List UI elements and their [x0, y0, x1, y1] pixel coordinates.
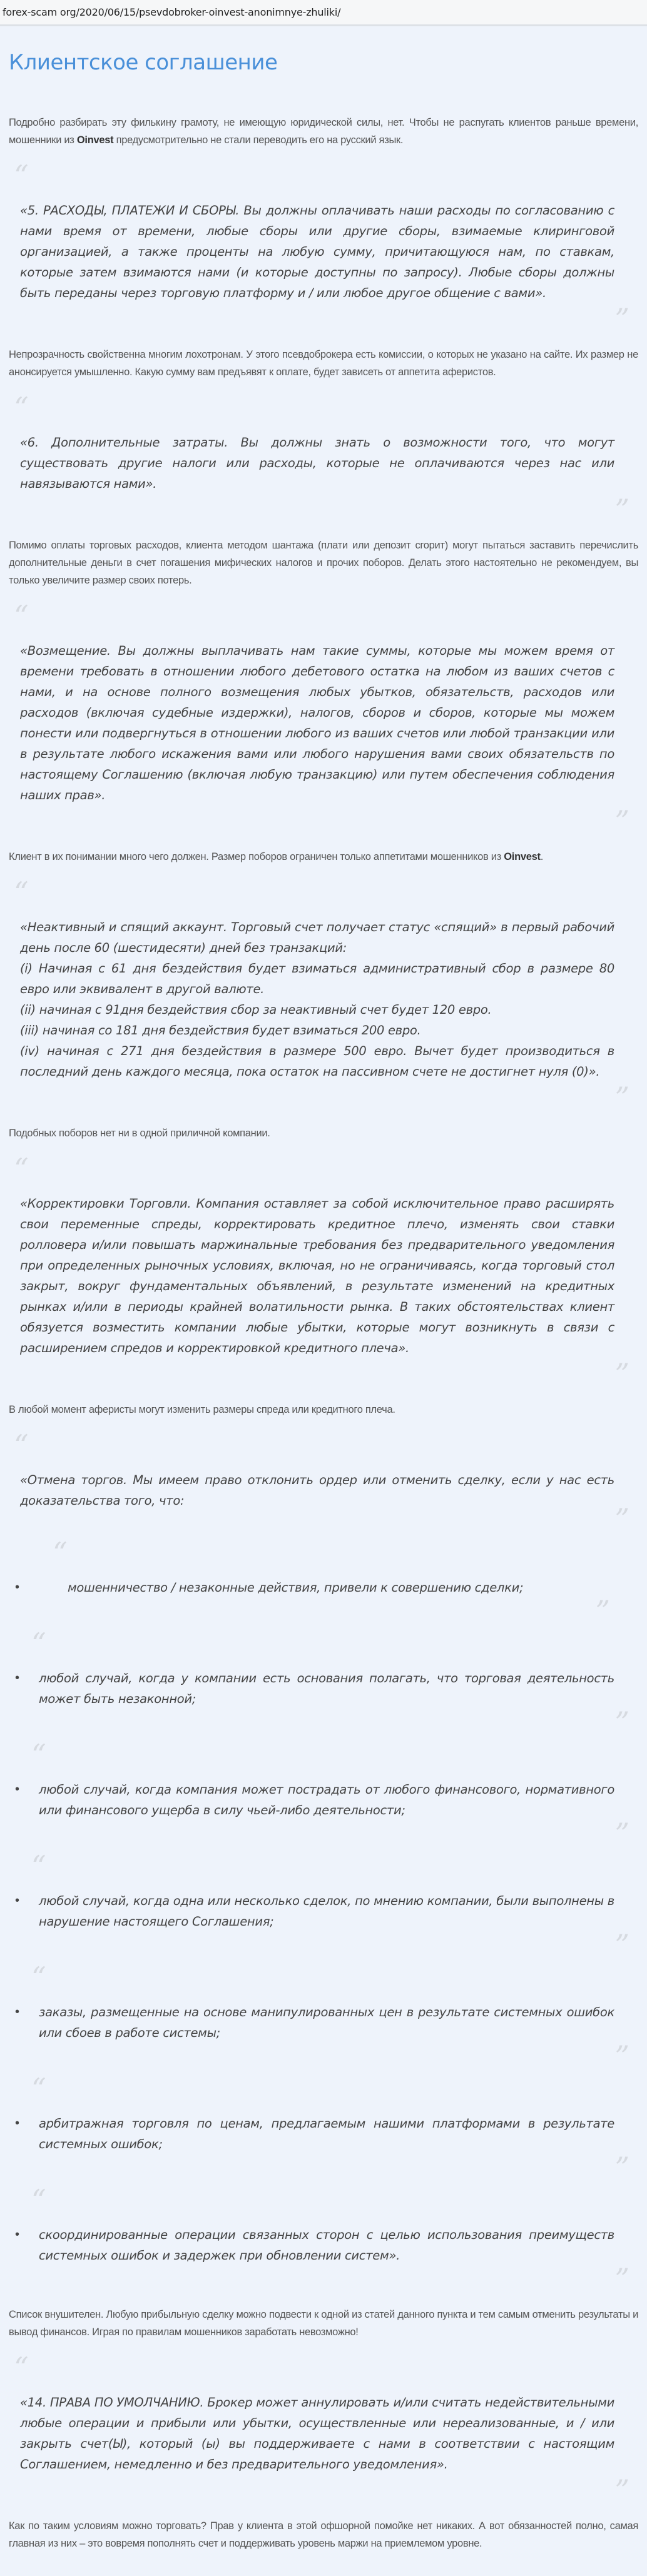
- list-item: [9, 1627, 638, 1738]
- list-item-text: любой случай, когда компания может пострадать от любого финансового, нормативного или финансового ущерба в силу чьей-либо деятельности;: [39, 1782, 614, 1817]
- quote-open-icon: “: [31, 2183, 46, 2217]
- quote-line: (iv) начиная с 271 дня бездействия в размере 500 евро. Вычет будет производиться в последний день каждого месяца, пока остаток на пассивном счете не достигнет нуля (0)».: [20, 1044, 614, 1079]
- blockquote-trade-adjustments: [9, 1153, 638, 1391]
- quote-open-icon: “: [14, 159, 29, 193]
- quote-close-icon: ”: [614, 2039, 629, 2073]
- text: .: [540, 851, 543, 862]
- quote-open-icon: “: [14, 391, 29, 425]
- list-item: [9, 1849, 638, 1961]
- quote-open-icon: “: [14, 876, 29, 909]
- list-item: [9, 1536, 638, 1627]
- paragraph-client-obligations: [9, 848, 638, 866]
- quote-line: (i) Начиная с 61 дня бездействия будет взиматься административный сбор в размере 80 евро или эквивалент в другой валюте.: [20, 961, 614, 996]
- quote-text: «Корректировки Торговли. Компания оставляет за собой исключительное право расширять свои переменные спреды, корректировать кредитное плечо, изменять свои ставки ролловера и/или повышать маржинальные требования без предварительного уведомления при определенных рыночных условиях, включая, но не ограничиваясь, когда торговый стол закрыт, вокруг фундаментальных объявлений, в результате изменений на кредитных рынках и/или в периоды крайней волатильности рынка. В таких обстоятельствах клиент обязуется возместить компании любые убытки, которые могут возникнуть в связи с расширением спредов и корректировкой кредитного плеча».: [20, 1196, 614, 1355]
- list-item: [9, 2183, 638, 2295]
- quote-close-icon: ”: [614, 1817, 629, 1851]
- quote-close-icon: ”: [614, 1705, 629, 1739]
- brand-name: Oinvest: [76, 134, 114, 146]
- list-item-text: любой случай, когда у компании есть основания полагать, что торговая деятельность может быть незаконной;: [39, 1671, 614, 1706]
- list-item-text: мошенничество / незаконные действия, привели к совершению сделки;: [68, 1580, 524, 1595]
- bullet-icon: •: [15, 2116, 20, 2130]
- blockquote-trade-cancel: [9, 1430, 638, 1536]
- text: предусмотрительно не стали переводить его на русский язык.: [113, 134, 404, 146]
- paragraph-spread: В любой момент аферисты могут изменить размеры спреда или кредитного плеча.: [9, 1404, 395, 1415]
- quote-close-icon: ”: [614, 2262, 629, 2296]
- quote-close-icon: ”: [614, 804, 629, 838]
- url-text[interactable]: forex-scam org/2020/06/15/psevdobroker-oinvest-anonimnye-zhuliki/: [3, 6, 341, 18]
- list-item-text: скоординированные операции связанных сторон с целью использования преимуществ системных ошибок и задержек при обновлении систем».: [39, 2228, 614, 2263]
- quote-close-icon: ”: [614, 1928, 629, 1962]
- list-item: [9, 2072, 638, 2183]
- quote-text: «Возмещение. Вы должны выплачивать нам такие суммы, которые мы можем время от времени требовать в отношении любого дебетового остатка на любом из ваших счетов с нами, и на основе полного возмещения любых убытков, обязательств, расходов или расходов (включая судебные издержки), налогов, сборов и сборов, которые мы можем понести или подвергнуться в отношении любого из ваших счетов или любой транзакции или в результате любого искажения вами или любого нарушения вами своих обязательств по настоящему Соглашению (включая любую транзакцию) или путем обеспечения соблюдения наших прав».: [20, 644, 614, 802]
- quote-close-icon: ”: [614, 493, 629, 527]
- list-item-text: арбитражная торговля по ценам, предлагаемым нашими платформами в результате системных ошибок;: [39, 2116, 614, 2151]
- list-item: [9, 1738, 638, 1849]
- quote-close-icon: ”: [614, 1081, 629, 1114]
- blockquote-default-rights: [9, 2352, 638, 2507]
- quote-open-icon: “: [14, 1152, 29, 1186]
- bullet-icon: •: [15, 1894, 20, 1907]
- list-item: [9, 1961, 638, 2072]
- quote-line: «Неактивный и спящий аккаунт. Торговый счет получает статус «спящий» в первый рабочий день после 60 (шестидесяти) дней без транзакций:: [20, 920, 614, 955]
- quote-open-icon: “: [31, 2072, 46, 2106]
- blockquote-fees: [9, 160, 638, 336]
- quote-open-icon: “: [14, 599, 29, 633]
- paragraph-no-fees: Подобных поборов нет ни в одной приличной компании.: [9, 1128, 270, 1139]
- quote-close-icon: ”: [614, 1357, 629, 1391]
- quote-text: «Отмена торгов. Мы имеем право отклонить ордер или отменить сделку, если у нас есть доказательства того, что:: [20, 1473, 614, 1508]
- bullet-icon: •: [15, 2005, 20, 2019]
- list-item-text: заказы, размещенные на основе манипулированных цен в результате системных ошибок или сбоев в работе системы;: [39, 2005, 614, 2040]
- quote-open-icon: “: [31, 1961, 46, 1994]
- quote-close-icon: ”: [595, 1594, 610, 1628]
- article: [0, 26, 647, 2576]
- text: Подробно разбирать эту филькину грамоту, не имеющую юридической силы, нет. Чтобы не распугать клиентов раньше времени, мошенники из: [9, 117, 638, 146]
- quote-close-icon: ”: [614, 302, 629, 336]
- list-item-text: любой случай, когда одна или несколько сделок, по мнению компании, были выполнены в нарушение настоящего Соглашения;: [39, 1894, 614, 1929]
- quote-open-icon: “: [14, 2351, 29, 2385]
- paragraph-blackmail: Помимо оплаты торговых расходов, клиента методом шантажа (плати или депозит сгорит) могут пытаться заставить перечислить дополнительные деньги в счет погашения мифических налогов и прочих поборов. Делать этого настоятельно не рекомендуем, вы только увеличите размер своих потерь.: [9, 540, 638, 586]
- paragraph-list-summary: Список внушителен. Любую прибыльную сделку можно подвести к одной из статей данного пункта и тем самым отменить результаты и вывод финансов. Играя по правилам мошенников заработать невозможно!: [9, 2309, 638, 2338]
- quote-text: «14. ПРАВА ПО УМОЛЧАНИЮ. Брокер может аннулировать и/или считать недействительными любые операции и прибыли или убытки, осуществленные или нереализованные, и / или закрыть счет(Ы), который (ы) вы поддерживаете с нами в соответствии с настоящим Соглашением, немедленно и без предварительного уведомления».: [20, 2395, 614, 2472]
- page-title: Клиентское соглашение: [9, 50, 278, 75]
- bullet-icon: •: [15, 1782, 20, 1796]
- paragraph-opacity: Непрозрачность свойственна многим лохотронам. У этого псевдоброкера есть комиссии, о которых не указано на сайте. Их размер не анонсируется умышленно. Какую сумму вам предъявят к оплате, будет зависеть от аппетита аферистов.: [9, 349, 638, 378]
- quote-text: «6. Дополнительные затраты. Вы должны знать о возможности того, что могут существовать другие налоги или расходы, которые не оплачиваются через нас или навязываются нами».: [20, 435, 614, 491]
- quote-line: (iii) начиная со 181 дня бездействия будет взиматься 200 евро.: [20, 1023, 421, 1038]
- quote-open-icon: “: [14, 1428, 29, 1462]
- blockquote-extra-costs: [9, 392, 638, 527]
- bullet-icon: •: [15, 2228, 20, 2241]
- address-bar[interactable]: [0, 0, 647, 26]
- paragraph-conclusion: Как по таким условиям можно торговать? Прав у клиента в этой офшорной помойке нет никаких. А вот обязанностей полно, самая главная из них – это вовремя пополнять счет и поддерживать уровень маржи на приемлемом уровне.: [9, 2520, 638, 2549]
- quote-text: «5. РАСХОДЫ, ПЛАТЕЖИ И СБОРЫ. Вы должны оплачивать наши расходы по согласованию с нами время от времени, любые сборы или другие сборы, взимаемые клиринговой организацией, а также проценты на любую сумму, причитающуюся нам, по ставкам, которые затем взимаются нами (и которые доступны по запросу). Любые сборы должны быть переданы через торговую платформу и / или любое другое общение с вами».: [20, 203, 614, 300]
- quote-open-icon: “: [53, 1536, 68, 1570]
- quote-open-icon: “: [31, 1849, 46, 1883]
- text: Клиент в их понимании много чего должен. Размер поборов ограничен только аппетитами мошенников из: [9, 851, 504, 862]
- quote-open-icon: “: [31, 1627, 46, 1660]
- brand-name: Oinvest: [504, 851, 541, 862]
- bullet-icon: •: [15, 1671, 20, 1685]
- quote-open-icon: “: [31, 1738, 46, 1772]
- quote-close-icon: ”: [614, 1502, 629, 1536]
- quote-close-icon: ”: [614, 2151, 629, 2185]
- quote-line: (ii) начиная с 91дня бездействия сбор за неактивный счет будет 120 евро.: [20, 1003, 492, 1017]
- quote-close-icon: ”: [614, 2473, 629, 2507]
- blockquote-indemnity: [9, 600, 638, 838]
- paragraph-intro: [9, 114, 638, 149]
- blockquote-dormant-account: [9, 877, 638, 1114]
- bullet-icon: •: [15, 1580, 20, 1594]
- quote-text: [20, 917, 614, 1082]
